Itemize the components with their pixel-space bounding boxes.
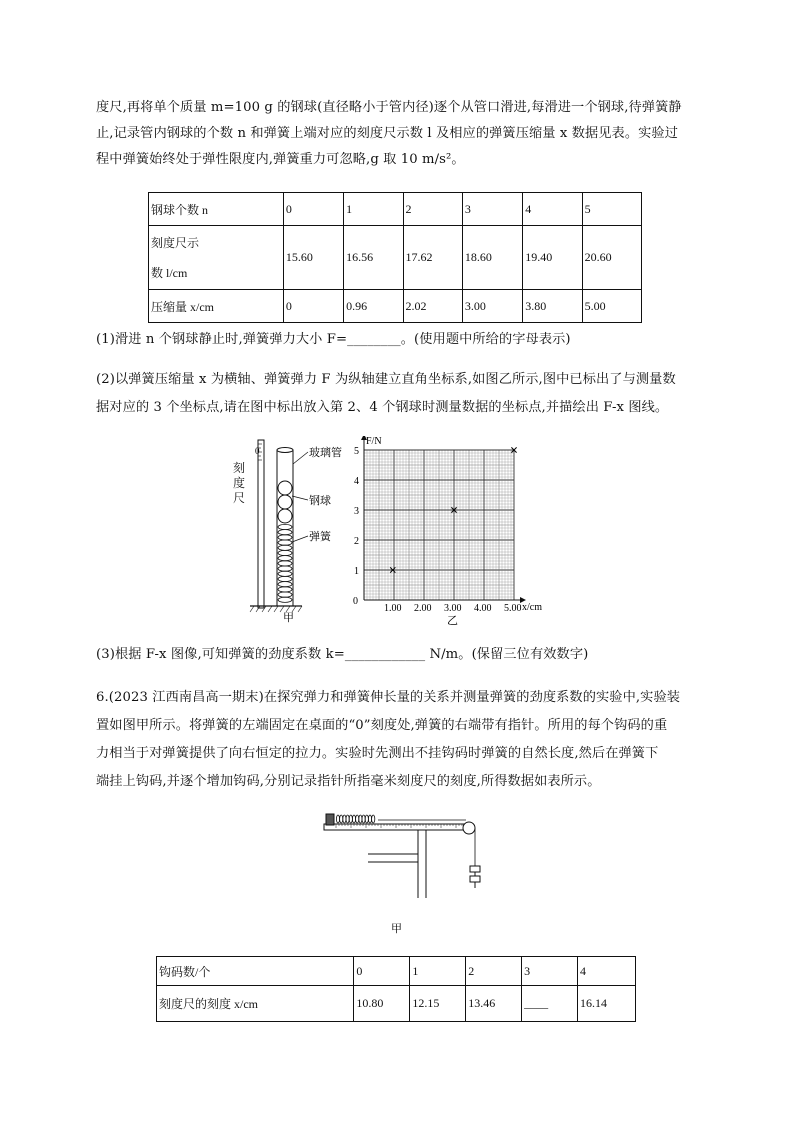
table-cell: 4 xyxy=(578,957,636,986)
hook-weight xyxy=(470,866,480,872)
table-cell: 20.60 xyxy=(582,226,641,290)
caption-jia: 甲 xyxy=(283,612,294,624)
table-cell: 2 xyxy=(403,193,462,226)
horizontal-spring xyxy=(336,815,374,823)
question-6-line-1: 6.(2023 江西南昌高一期末)在探究弹力和弹簧伸长量的关系并测量弹簧的劲度系数的实验中,实验装 xyxy=(96,690,681,705)
table-row xyxy=(149,193,642,226)
table-cell: 18.60 xyxy=(462,226,522,290)
table-cell: 5.00 xyxy=(582,290,641,323)
table-header-cell xyxy=(149,226,284,290)
figure-table-spring xyxy=(318,806,488,934)
table-row xyxy=(149,226,642,290)
tube-opening xyxy=(277,448,293,453)
y-tick-label: 1 xyxy=(354,566,359,577)
label-ruler xyxy=(233,461,247,506)
table-cell: 1 xyxy=(344,193,403,226)
table-cell: 3.80 xyxy=(523,290,582,323)
table-cell: 0 xyxy=(354,957,410,986)
fixed-block xyxy=(326,814,334,825)
table-cell: 15.60 xyxy=(283,226,343,290)
table-cell: 0.96 xyxy=(344,290,403,323)
table-cell: ____ xyxy=(522,986,578,1022)
table-cell: 3.00 xyxy=(462,290,522,323)
table-cell: 3 xyxy=(522,957,578,986)
table-cell: 0 xyxy=(283,193,343,226)
table-cell: 13.46 xyxy=(466,986,522,1022)
x-tick-label: 3.00 xyxy=(444,603,462,614)
table-header-cell: 压缩量 x/cm xyxy=(149,290,284,323)
table-header-line-b: 数 l/cm xyxy=(151,265,188,280)
steel-ball xyxy=(278,509,292,523)
question-2-line-2: 据对应的 3 个坐标点,请在图中标出放入第 2、4 个钢球时测量数据的坐标点,并描绘出 F-x 图线。 xyxy=(96,400,669,415)
figure-fx-chart xyxy=(350,436,550,628)
y-tick-label: 3 xyxy=(354,506,359,517)
caption-yi: 乙 xyxy=(447,615,458,627)
table-row xyxy=(157,986,636,1022)
table-cell: 1 xyxy=(410,957,466,986)
table-cell: 10.80 xyxy=(354,986,410,1022)
label-ruler-text: 刻 度 尺 xyxy=(233,461,246,505)
table-cell: 12.15 xyxy=(410,986,466,1022)
table-cell: 2 xyxy=(466,957,522,986)
caption-jia-2: 甲 xyxy=(391,923,402,934)
table-hook-weights xyxy=(156,956,636,1022)
steel-ball xyxy=(278,495,292,509)
question-3: (3)根据 F-x 图像,可知弹簧的劲度系数 k=____________ N/m。(保留三位有效数字) xyxy=(96,647,589,662)
y-tick-label: 2 xyxy=(354,536,359,547)
table-cell: 3 xyxy=(462,193,522,226)
x-tick-label: 5.00 xyxy=(504,603,522,614)
x-tick-label: 4.00 xyxy=(474,603,492,614)
table-cell: 16.56 xyxy=(344,226,403,290)
table-row xyxy=(149,290,642,323)
chart-grid xyxy=(364,450,514,600)
intro-line-2: 止,记录管内钢球的个数 n 和弹簧上端对应的刻度尺示数 l 及相应的弹簧压缩量 x 数据见表。实验过 xyxy=(96,126,678,141)
steel-ball xyxy=(278,481,292,495)
spring xyxy=(278,524,292,602)
table-steel-balls xyxy=(148,192,642,323)
origin-label: 0 xyxy=(353,596,358,607)
question-6-line-4: 端挂上钩码,并逐个增加钩码,分别记录指针所指毫米刻度尺的刻度,所得数据如表所示。 xyxy=(96,774,601,789)
question-6-line-3: 力相当于对弹簧提供了向右恒定的拉力。实验时先测出不挂钩码时弹簧的自然长度,然后在弹簧下 xyxy=(96,746,659,761)
table-header-cell: 钢球个数 n xyxy=(149,193,284,226)
table-cell: 16.14 xyxy=(578,986,636,1022)
intro-line-1: 度尺,再将单个质量 m=100 g 的钢球(直径略小于管内径)逐个从管口滑进,每滑进一个钢球,待弹簧静 xyxy=(96,100,682,115)
question-6-line-2: 置如图甲所示。将弹簧的左端固定在桌面的“0”刻度处,弹簧的右端带有指针。所用的每个钩码的重 xyxy=(96,718,668,733)
label-glass-tube: 玻璃管 xyxy=(309,447,342,459)
x-tick-label: 2.00 xyxy=(414,603,432,614)
table-cell: 0 xyxy=(283,290,343,323)
label-spring: 弹簧 xyxy=(309,531,331,543)
y-axis-label: F/N xyxy=(366,436,382,447)
table-header-cell: 钩码数/个 xyxy=(157,957,354,986)
pulley xyxy=(463,822,475,834)
table-cell: 5 xyxy=(582,193,641,226)
y-tick-label: 4 xyxy=(354,476,359,487)
table-header-line-a: 刻度尺示 xyxy=(151,235,200,250)
question-1: (1)滑进 n 个钢球静止时,弹簧弹力大小 F=________。(使用题中所给的字母表示) xyxy=(96,332,571,347)
question-2-line-1: (2)以弹簧压缩量 x 为横轴、弹簧弹力 F 为纵轴建立直角坐标系,如图乙所示,图中已标出了与测量数 xyxy=(96,372,676,387)
hook-weight xyxy=(470,876,480,882)
table-cell: 2.02 xyxy=(403,290,462,323)
intro-line-3: 程中弹簧始终处于弹性限度内,弹簧重力可忽略,g 取 10 m/s²。 xyxy=(96,152,465,167)
ruler-zero-label: 0 xyxy=(255,446,260,456)
label-steel-ball: 钢球 xyxy=(309,495,331,507)
y-tick-label: 5 xyxy=(354,446,359,457)
x-tick-label: 1.00 xyxy=(384,603,402,614)
table-cell: 4 xyxy=(523,193,582,226)
table-header-cell: 刻度尺的刻度 x/cm xyxy=(157,986,354,1022)
ruler xyxy=(258,440,264,608)
x-axis-label: x/cm xyxy=(522,602,542,613)
table-cell: 19.40 xyxy=(523,226,582,290)
table-cell: 17.62 xyxy=(403,226,462,290)
table-row xyxy=(157,957,636,986)
